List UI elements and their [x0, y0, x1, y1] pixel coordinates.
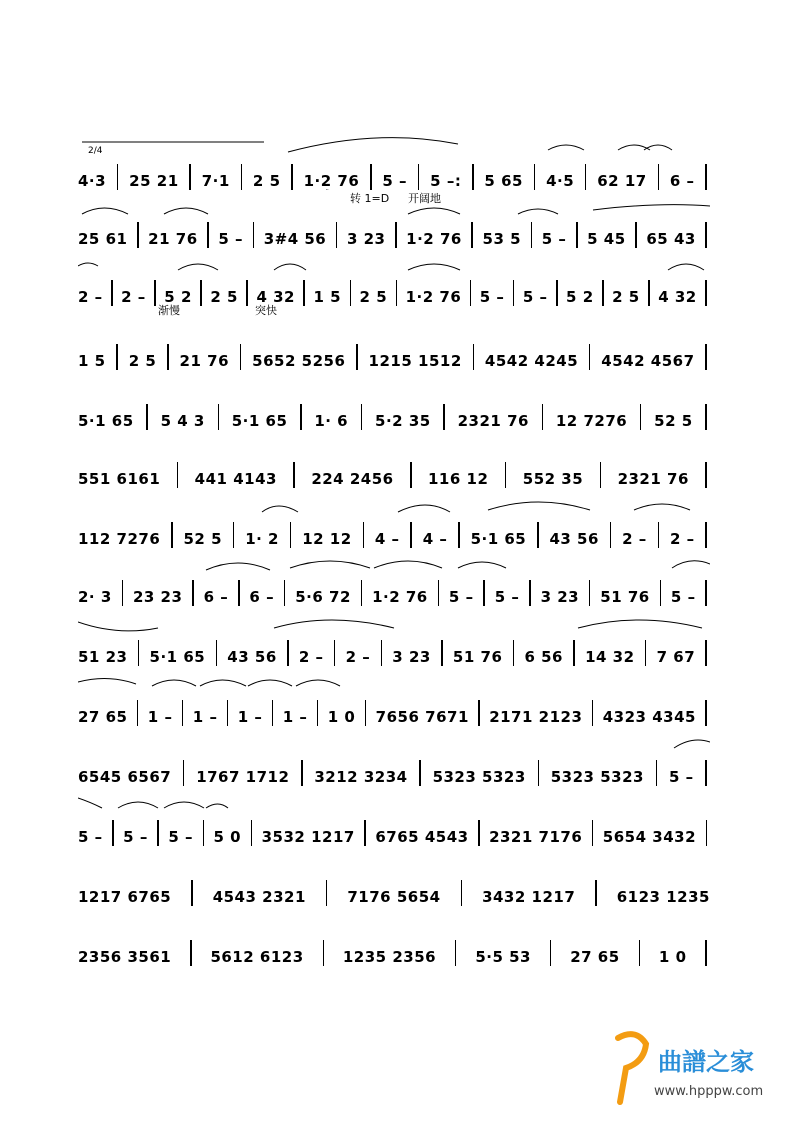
barline: [233, 522, 235, 548]
measure: 25 61: [78, 230, 128, 248]
barline: [154, 280, 156, 306]
barline: [589, 580, 591, 606]
score-row: [78, 130, 710, 190]
barline: [471, 222, 473, 248]
barline: [705, 522, 707, 548]
score-row: [78, 246, 710, 306]
measure: 2 5: [252, 172, 281, 190]
barline: [529, 580, 531, 606]
measure: 4 –: [374, 530, 400, 548]
score-row: [78, 846, 710, 906]
measure: 3 23: [392, 648, 431, 666]
barline: [218, 404, 220, 430]
measure: 5 –: [494, 588, 520, 606]
barline: [640, 404, 642, 430]
measure: 6 –: [203, 588, 229, 606]
barline: [111, 280, 113, 306]
barline: [290, 522, 292, 548]
barline: [381, 640, 383, 666]
barline: [418, 164, 420, 190]
measure: 552 35: [522, 470, 584, 488]
measure: 1215 1512: [368, 352, 462, 370]
score-line: [78, 606, 710, 666]
barline: [171, 522, 173, 548]
score-line: [78, 488, 710, 548]
measure: 5 –: [448, 588, 474, 606]
barline: [200, 280, 202, 306]
measure: 4·5: [546, 172, 575, 190]
measure: 5 0: [213, 828, 242, 846]
barline: [365, 700, 367, 726]
barline: [705, 580, 707, 606]
barline: [537, 522, 539, 548]
barline: [705, 222, 707, 248]
measure: 5·2 35: [375, 412, 431, 430]
barline: [167, 344, 169, 370]
measure: 5 –: [382, 172, 408, 190]
barline: [303, 280, 305, 306]
measure: 51 76: [452, 648, 503, 666]
barline: [370, 164, 372, 190]
measure: 27 65: [78, 708, 128, 726]
barline: [660, 580, 662, 606]
tempo-jianman: 渐慢: [158, 304, 180, 317]
barline: [705, 640, 707, 666]
measure: 2 –: [622, 530, 647, 548]
measure: 21 76: [148, 230, 198, 248]
measure: 43 56: [227, 648, 277, 666]
measure: 1 0: [327, 708, 356, 726]
measure: 2 –: [345, 648, 371, 666]
measure: 2321 76: [617, 470, 689, 488]
score-line: [78, 546, 710, 606]
barline: [240, 344, 242, 370]
measure: 25 21: [129, 172, 179, 190]
measure: 5 –: [479, 288, 505, 306]
score-line: [78, 428, 710, 488]
barline: [361, 404, 363, 430]
score-line: [78, 246, 710, 306]
measure: 5323 5323: [550, 768, 644, 786]
barline: [658, 164, 660, 190]
score-row: [78, 666, 710, 726]
measure: 2 5: [210, 288, 238, 306]
score-row: [78, 546, 710, 606]
measure: 12 12: [302, 530, 352, 548]
measure: 3 23: [346, 230, 386, 248]
measure: 3432 1217: [482, 888, 576, 906]
barline: [117, 164, 119, 190]
barline: [227, 700, 229, 726]
measure: 1 5: [313, 288, 342, 306]
measure: 62 17: [597, 172, 647, 190]
barline: [334, 640, 336, 666]
measure: 1 0: [658, 948, 687, 966]
barline: [326, 880, 328, 906]
barline: [189, 164, 191, 190]
barline: [396, 280, 398, 306]
score-row: [78, 370, 710, 430]
barline: [190, 940, 192, 966]
score-line: [78, 310, 710, 370]
measure: 5323 5323: [432, 768, 526, 786]
measure: 5 –: [168, 828, 194, 846]
barline: [470, 280, 472, 306]
barline: [648, 280, 650, 306]
measure: 51 23: [78, 648, 128, 666]
barline: [122, 580, 124, 606]
barline: [137, 700, 139, 726]
barline: [246, 280, 248, 306]
barline: [293, 462, 295, 488]
measure: 14 32: [585, 648, 635, 666]
measure: 551 6161: [78, 470, 161, 488]
measure: 6 –: [669, 172, 695, 190]
measure: 5 –: [670, 588, 696, 606]
barline: [291, 164, 293, 190]
barline: [478, 700, 480, 726]
watermark-url: www.hpppw.com: [654, 1084, 764, 1099]
measure: 5·5 53: [475, 948, 531, 966]
measure: 5654 3432: [602, 828, 696, 846]
barline: [635, 222, 637, 248]
barline: [472, 164, 474, 190]
measure: 5652 5256: [252, 352, 346, 370]
measure: 2· 3: [78, 588, 112, 606]
score-row: [78, 786, 710, 846]
barline: [573, 640, 575, 666]
modulation-label: 转 1=D: [350, 192, 390, 205]
barline: [203, 820, 205, 846]
barline: [253, 222, 255, 248]
barline: [592, 700, 594, 726]
barline: [112, 820, 114, 846]
barline: [138, 640, 140, 666]
barline: [182, 700, 184, 726]
measure: 5·1 65: [78, 412, 134, 430]
measure: 2171 2123: [489, 708, 583, 726]
score-row: [78, 310, 710, 370]
barline: [534, 164, 536, 190]
barline: [602, 280, 604, 306]
measure: 5 –: [522, 288, 548, 306]
measure: 4542 4245: [484, 352, 579, 370]
barline: [323, 940, 325, 966]
barline: [191, 880, 193, 906]
barline: [301, 760, 303, 786]
measure: 3212 3234: [314, 768, 408, 786]
measure: 5 –:: [430, 172, 462, 190]
measure: 5 45: [587, 230, 626, 248]
barline: [116, 344, 118, 370]
barline: [542, 404, 544, 430]
barline: [513, 640, 515, 666]
measure: 1 –: [237, 708, 263, 726]
measure: 5 65: [484, 172, 523, 190]
score-line: [78, 130, 710, 190]
measure: 5 –: [218, 230, 244, 248]
score-row: [78, 488, 710, 548]
barline: [410, 462, 412, 488]
score-line: [78, 370, 710, 430]
barline: [705, 280, 707, 306]
measure: 52 5: [183, 530, 223, 548]
measure: 224 2456: [311, 470, 394, 488]
measure: 5 –: [78, 828, 103, 846]
barline: [241, 164, 243, 190]
measure: 21 76: [179, 352, 230, 370]
measure: 2321 76: [457, 412, 529, 430]
barline: [706, 820, 708, 846]
barline: [576, 222, 578, 248]
barline: [137, 222, 139, 248]
barline: [177, 462, 179, 488]
measure: 2 5: [128, 352, 157, 370]
measure: 5 2: [566, 288, 594, 306]
score-row: [78, 726, 710, 786]
measure: 5·6 72: [295, 588, 351, 606]
score-line: [78, 906, 710, 966]
measure: 6545 6567: [78, 768, 172, 786]
barline: [705, 164, 707, 190]
barline: [146, 404, 148, 430]
measure: 4323 4345: [602, 708, 696, 726]
score-line: [78, 666, 710, 726]
measure: 6765 4543: [375, 828, 469, 846]
barline: [364, 820, 366, 846]
barline: [363, 522, 365, 548]
barline: [419, 760, 421, 786]
measure: 1767 1712: [196, 768, 290, 786]
measure: 1 –: [282, 708, 308, 726]
measure: 2 –: [669, 530, 695, 548]
measure: 5 2: [164, 288, 192, 306]
measure: 5 –: [541, 230, 567, 248]
measure: 2 –: [298, 648, 324, 666]
barline: [272, 700, 274, 726]
barline: [656, 760, 658, 786]
barline: [356, 344, 358, 370]
kaikuo-label: 开阔地: [408, 192, 441, 205]
barline: [458, 522, 460, 548]
measure: 27 65: [570, 948, 620, 966]
score-line: [78, 786, 710, 846]
measure: 7176 5654: [347, 888, 441, 906]
measure: 4543 2321: [212, 888, 306, 906]
measure: 4·3: [78, 172, 107, 190]
measure: 5·1 65: [470, 530, 527, 548]
time-signature: 2/4: [88, 146, 103, 156]
measure: 1·2 76: [406, 230, 462, 248]
barline: [284, 580, 286, 606]
measure: 4 –: [422, 530, 448, 548]
measure: 65 43: [646, 230, 696, 248]
score-row: [78, 606, 710, 666]
tempo-tukuai: 突快: [255, 304, 277, 317]
barline: [589, 344, 591, 370]
measure: 52 5: [654, 412, 693, 430]
measure: 1 –: [192, 708, 218, 726]
logo-icon: [606, 1018, 666, 1118]
measure: 2 –: [121, 288, 146, 306]
measure: 3 23: [540, 588, 580, 606]
barline: [538, 760, 540, 786]
score-row: [78, 428, 710, 488]
measure: 6 –: [249, 588, 275, 606]
measure: 4 32: [658, 288, 697, 306]
barline: [531, 222, 533, 248]
measure: 12 7276: [555, 412, 628, 430]
measure: 2 –: [78, 288, 103, 306]
barline: [361, 580, 363, 606]
measure: 4 32: [256, 288, 295, 306]
barline: [505, 462, 507, 488]
measure: 4542 4567: [601, 352, 695, 370]
measure: 1 5: [78, 352, 106, 370]
measure: 1·2 76: [405, 288, 462, 306]
barline: [455, 940, 457, 966]
measure: 2356 3561: [78, 948, 172, 966]
measure: 1·2 76: [303, 172, 360, 190]
measure: 1· 2: [245, 530, 279, 548]
barline: [705, 760, 707, 786]
barline: [639, 940, 641, 966]
barline: [336, 222, 338, 248]
barline: [207, 222, 209, 248]
barline: [645, 640, 647, 666]
barline: [216, 640, 218, 666]
barline: [513, 280, 515, 306]
measure: 1235 2356: [342, 948, 437, 966]
watermark: [606, 1018, 786, 1118]
barline: [443, 404, 445, 430]
measure: 2 5: [612, 288, 640, 306]
barline: [478, 820, 480, 846]
measure: 5·1 65: [231, 412, 288, 430]
barline: [410, 522, 412, 548]
barline: [473, 344, 475, 370]
barline: [350, 280, 352, 306]
barline: [600, 462, 602, 488]
barline: [192, 580, 194, 606]
measure: 112 7276: [78, 530, 161, 548]
barline: [395, 222, 397, 248]
measure: 53 5: [482, 230, 522, 248]
barline: [438, 580, 440, 606]
barline: [317, 700, 319, 726]
measure: 1217 6765: [78, 888, 172, 906]
measure: 1 –: [147, 708, 173, 726]
measure: 23 23: [132, 588, 183, 606]
barline: [287, 640, 289, 666]
measure: 5612 6123: [210, 948, 304, 966]
measure: 7 67: [656, 648, 696, 666]
measure: 2 5: [359, 288, 388, 306]
measure: 1·2 76: [372, 588, 428, 606]
barline: [585, 164, 587, 190]
measure: 441 4143: [194, 470, 277, 488]
barline: [610, 522, 612, 548]
barline: [251, 820, 253, 846]
barline: [705, 344, 707, 370]
measure: 5·1 65: [149, 648, 206, 666]
score-line: [78, 846, 710, 906]
barline: [705, 462, 707, 488]
measure: 6 56: [524, 648, 563, 666]
barline: [705, 404, 707, 430]
barline: [592, 820, 594, 846]
measure: 43 56: [549, 530, 599, 548]
measure: 116 12: [427, 470, 489, 488]
score-row: [78, 188, 710, 248]
measure: 7·1: [201, 172, 230, 190]
barline: [238, 580, 240, 606]
measure: 1· 6: [314, 412, 349, 430]
score-line: [78, 726, 710, 786]
barline: [300, 404, 302, 430]
barline: [705, 700, 707, 726]
barline: [183, 760, 185, 786]
barline: [556, 280, 558, 306]
barline: [483, 580, 485, 606]
watermark-text: 曲譜之家: [658, 1048, 754, 1076]
measure: 3#4 56: [263, 230, 327, 248]
barline: [441, 640, 443, 666]
measure: 6123 1235: [616, 888, 710, 906]
barline: [461, 880, 463, 906]
measure: 5 –: [668, 768, 694, 786]
barline: [595, 880, 597, 906]
measure: 5 –: [123, 828, 148, 846]
final-barline: [705, 940, 707, 966]
score-line: [78, 188, 710, 248]
measure: 51 76: [600, 588, 650, 606]
barline: [550, 940, 552, 966]
score-row: [78, 906, 710, 966]
barline: [658, 522, 660, 548]
measure: 3532 1217: [261, 828, 355, 846]
barline: [157, 820, 159, 846]
measure: 5 4 3: [160, 412, 205, 430]
measure: 2321 7176: [489, 828, 583, 846]
measure: 7656 7671: [375, 708, 469, 726]
